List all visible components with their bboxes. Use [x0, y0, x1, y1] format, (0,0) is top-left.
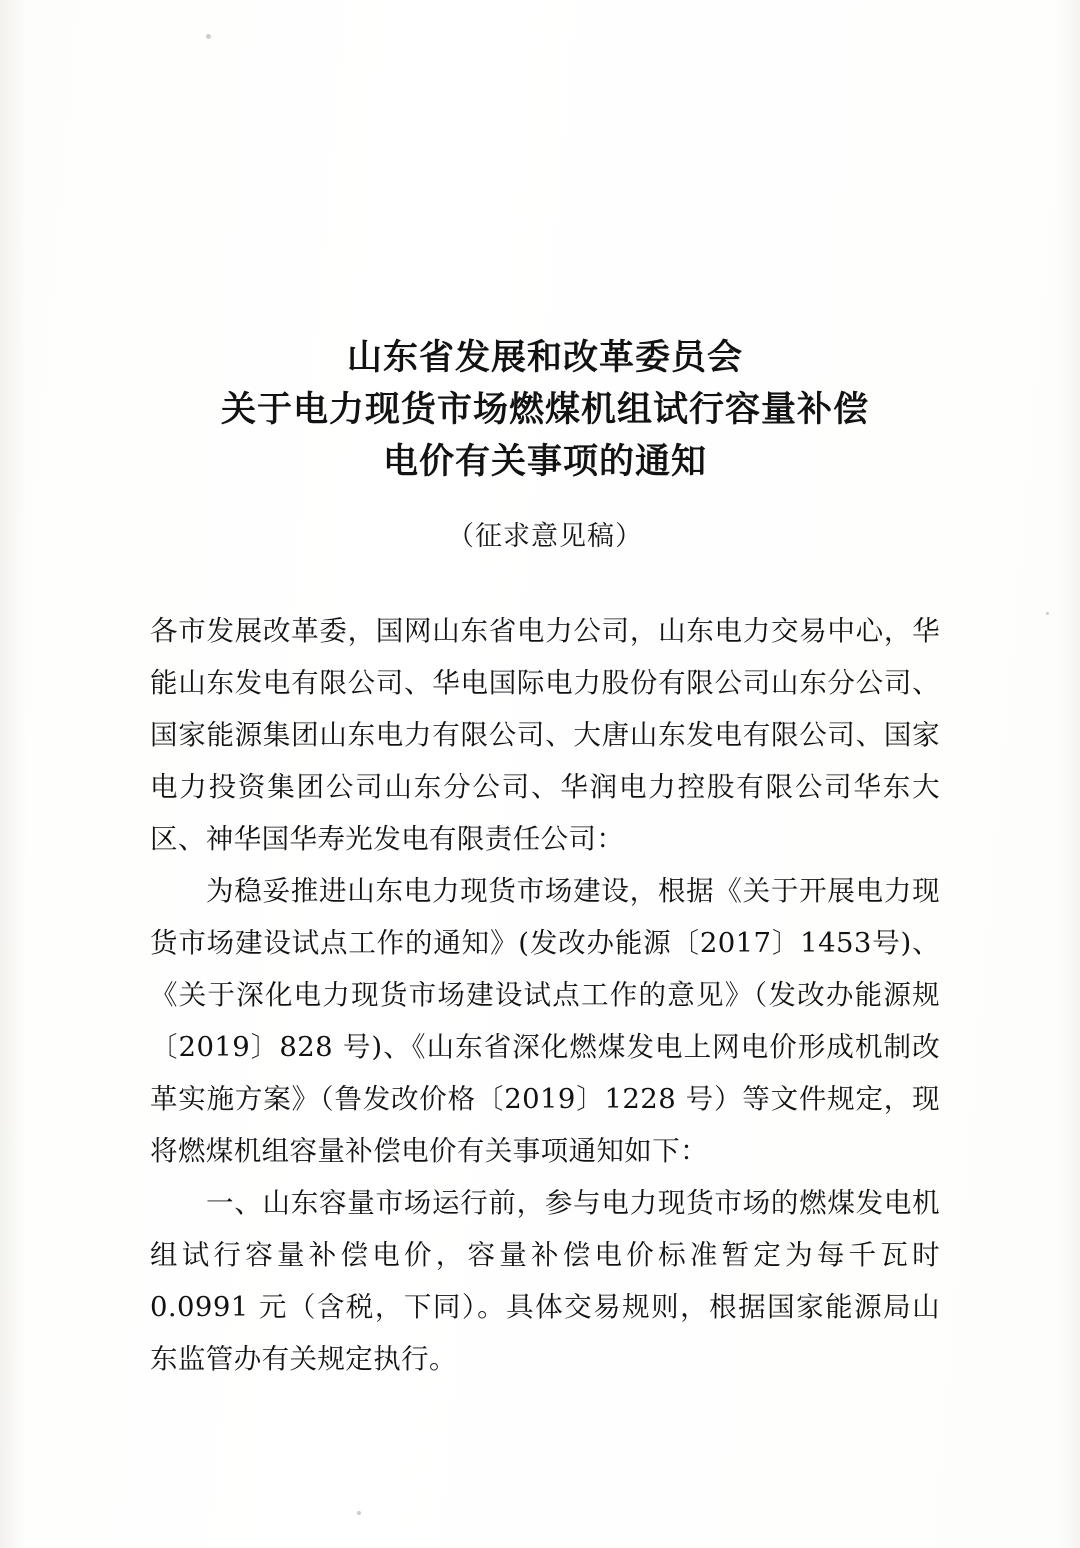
- page-edge-shadow-left: [0, 0, 26, 1548]
- document-subtitle: （征求意见稿）: [447, 521, 643, 552]
- title-line-1: 山东省发展和改革委员会: [346, 337, 743, 378]
- title-line-3: 电价有关事项的通知: [382, 441, 707, 482]
- scan-artifact-speck: [1046, 612, 1049, 615]
- page-edge-shadow-right: [1058, 0, 1080, 1548]
- paragraph-addressees: 各市发展改革委，国网山东省电力公司，山东电力交易中心，华能山东发电有限公司、华电国际电力股份有限公司山东分公司、国家能源集团山东电力有限公司、大唐山东发电有限公司、国家电力投资集团公司山东分公司、华润电力控股有限公司华东大区、神华国华寿光发电有限责任公司：: [150, 615, 940, 855]
- document-body: [150, 0, 940, 1548]
- paragraph-article-1: 一、山东容量市场运行前，参与电力现货市场的燃煤发电机组试行容量补偿电价，容量补偿电价标准暂定为每千瓦时 0.0991 元（含税，下同）。具体交易规则，根据国家能源局山东监管办有关规定执行。: [150, 1187, 940, 1375]
- document-title: [150, 332, 940, 488]
- document-content: [150, 605, 940, 1385]
- title-line-2: 关于电力现货市场燃煤机组试行容量补偿: [220, 389, 869, 430]
- paragraph-preamble: 为稳妥推进山东电力现货市场建设，根据《关于开展电力现货市场建设试点工作的通知》(发改办能源〔2017〕1453号)、《关于深化电力现货市场建设试点工作的意见》（发改办能源规〔2019〕828 号)、《山东省深化燃煤发电上网电价形成机制改革实施方案》（鲁发改价格〔2019〕1228 号）等文件规定，现将燃煤机组容量补偿电价有关事项通知如下：: [150, 875, 940, 1167]
